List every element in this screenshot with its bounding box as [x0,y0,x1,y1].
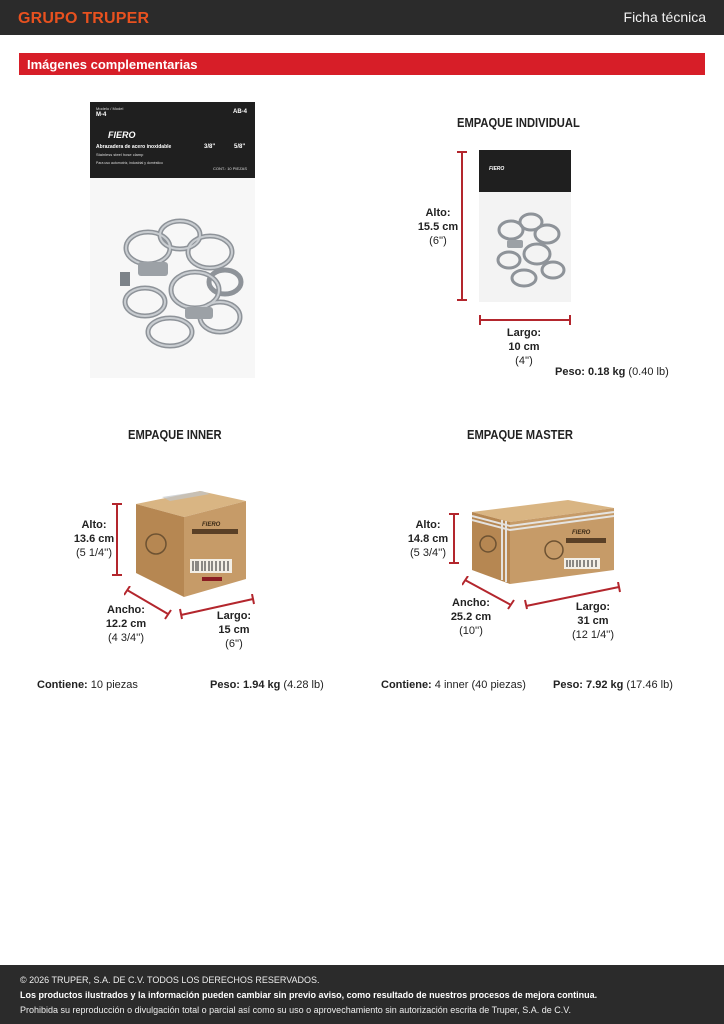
individual-package-image [479,150,571,302]
inner-box-illustration [132,489,250,601]
section-title: Imágenes complementarias [27,57,198,72]
inner-height-cap-bottom [112,574,122,576]
individual-height-cap-top [457,151,467,153]
package-contents: CONT.: 10 PIEZAS [212,166,247,171]
product-package-image [90,102,255,378]
individual-package-brand: FIERO [489,166,505,172]
master-box-image [468,498,618,586]
package-name-es: Abrazadera de acero inoxidable [96,144,172,150]
inner-box-image [132,489,250,601]
inner-box-brand: FIERO [202,522,221,528]
inner-height-cap-top [112,503,122,505]
inner-width-label: Ancho: 12.2 cm (4 3/4'') [105,604,147,644]
master-height-cap-top [449,513,459,515]
inner-weight: Peso: 1.94 kg (4.28 lb) [210,679,324,691]
master-box-illustration [468,498,618,586]
individual-package-illustration [479,150,571,302]
top-bar [0,0,724,35]
footer [0,965,724,1024]
individual-weight: Peso: 0.18 kg (0.40 lb) [555,366,669,378]
individual-length-line [480,319,571,321]
master-height-label: Alto: 14.8 cm (5 3/4'') [407,519,449,559]
inner-height-label: Alto: 13.6 cm (5 1/4'') [73,519,115,559]
master-height-cap-bottom [449,562,459,564]
package-size-min: 3/8" [204,144,216,150]
package-use: Para uso automotriz, industrial y doméstico [96,161,163,165]
individual-heading: EMPAQUE INDIVIDUAL [457,115,580,130]
master-weight: Peso: 7.92 kg (17.46 lb) [553,679,673,691]
brand-logo: GRUPO TRUPER [18,10,150,27]
package-code: AB-4 [232,109,247,115]
section-header [19,53,705,75]
master-length-label: Largo: 31 cm (12 1/4'') [571,601,615,641]
package-name-en: Stainless steel hose clamp [96,152,144,157]
inner-length-label: Largo: 15 cm (6'') [216,610,252,650]
individual-length-label: Largo: 10 cm (4'') [506,327,542,367]
footer-prohibition: Prohibida su reproducción o divulgación total o parcial así como su uso o aprovechamiento sin autorización escrita de Truper, S.A. de C.V. [20,1005,571,1015]
individual-height-cap-bottom [457,299,467,301]
document-title: Ficha técnica [623,9,706,25]
individual-length-cap-right [569,315,571,325]
package-model: M-4 [96,112,107,118]
master-box-brand: FIERO [572,530,591,536]
package-model-label: Modelo / Model [96,106,124,111]
package-size-max: 5/8" [234,144,246,150]
inner-contents: Contiene: 10 piezas [37,679,138,691]
footer-notice: Los productos ilustrados y la información pueden cambiar sin previo aviso, como resultado de nuestros procesos de mejora continua. [20,990,598,1000]
master-contents: Contiene: 4 inner (40 piezas) [381,679,526,691]
individual-length-cap-left [479,315,481,325]
package-brand-logo: FIERO [108,130,136,140]
master-width-label: Ancho: 25.2 cm (10'') [450,597,492,637]
inner-heading: EMPAQUE INNER [128,427,222,442]
master-heading: EMPAQUE MASTER [467,427,574,442]
footer-copyright: © 2026 TRUPER, S.A. DE C.V. TODOS LOS DERECHOS RESERVADOS. [20,975,320,985]
individual-height-label: Alto: 15.5 cm (6'') [417,207,459,247]
